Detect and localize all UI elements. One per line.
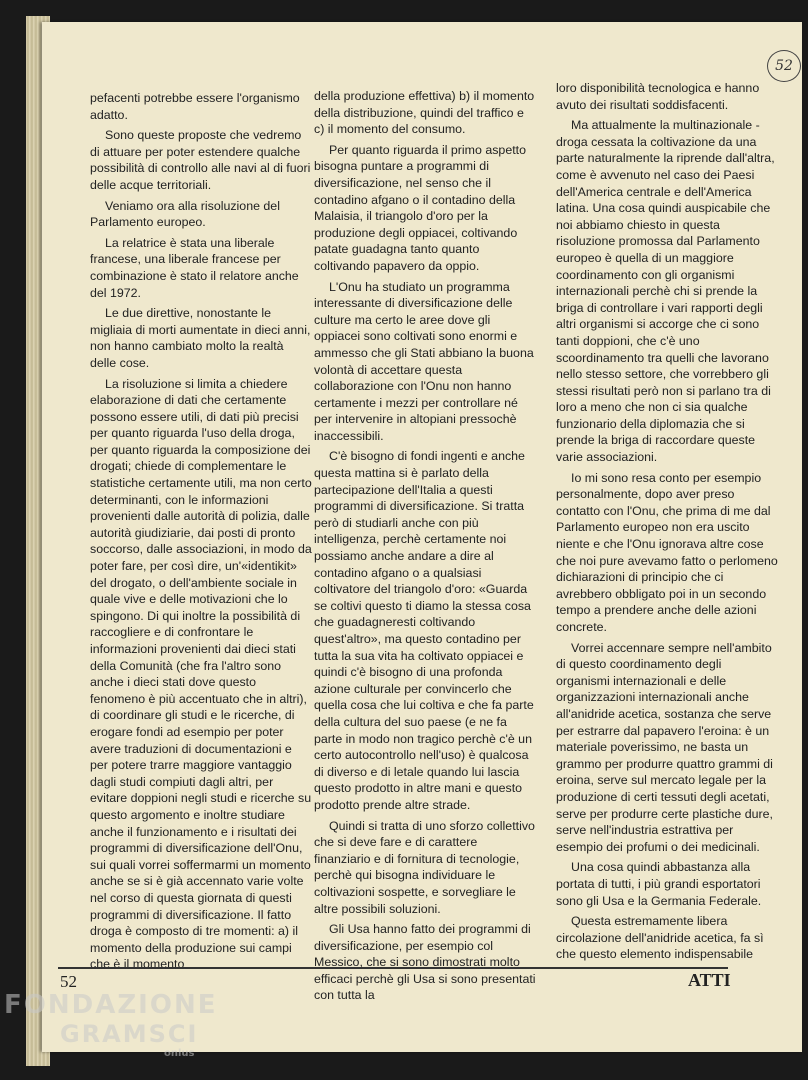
paragraph: La risoluzione si limita a chiedere elaborazione di dati che certamente possono essere utili, di dati più precisi per quanto riguarda l'uso della droga, per quanto riguarda la composizione dei drogati; chiede di complementare le statistiche certamente utili, ma non certo determinanti, con le informazioni provenienti dalle autorità di polizia, dalle autorità giudiziarie, dai posti di pronto soccorso, dalle associazioni, in modo da poter fare, per così dire, un'«identikit» del drogato, o dell'ambiente sociale in quale vive e delle motivazioni che lo spingono. Di qui inoltre la possibilità di raccogliere e di confrontare le informazioni provenienti dai dieci stati della Comunità (che fra l'altro sono anche i dieci stati dove questo fenomeno è più accentuato che in altri), di coordinare gli studi e le ricerche, di erogare fondi ad esempio per poter avere traduzioni di documentazioni e per potere trarre maggiore vantaggio dagli studi compiuti dagli altri, per evitare doppioni negli studi e ricerche su questo argomento e inoltre studiare anche il funzionamento e i risultati dei programmi di diversificazione dell'Onu, sui quali vorrei soffermarmi un momento anche se si è già accennato varie volte nel corso di questa giornata di questi programmi di diversificazione. Il fatto droga è composto di tre momenti: a) il momento della produzione sui campi che è il momento — [90, 376, 312, 972]
paragraph: Le due direttive, nonostante le migliaia di morti aumentate in dieci anni, non hanno cambiato molto la realtà delle cose. — [90, 306, 311, 370]
paragraph: Gli Usa hanno fatto dei programmi di diversificazione, per esempio col Messico, che si sono dimostrati molto efficaci perchè gli Usa si sono presentati con tutta la — [314, 922, 536, 1003]
handwritten-page-number: 52 — [767, 50, 801, 82]
text-column-3 — [556, 80, 778, 967]
paragraph: Sono queste proposte che vedremo di attuare per poter estendere qualche possibilità di controllo alle navi al di fuori delle acque territoriali. — [90, 128, 311, 192]
watermark-line-1: FONDAZIONE — [4, 990, 218, 1020]
paragraph: Questa estremamente libera circolazione dell'anidride acetica, fa sì che questo elemento indispensabile — [556, 914, 764, 962]
footer-rule — [58, 967, 728, 969]
document-page — [42, 22, 802, 1052]
paragraph: Ma attualmente la multinazionale - droga cessata la coltivazione da una parte naturalmente la riprende dall'altra, come è avvenuto nel caso dei Paesi dell'America centrale e dell'America latina. Una cosa quindi auspicabile che noi abbiamo chiesto in questa risoluzione promossa dal Parlamento europeo è quella di un maggiore coordinamento con gli organismi internazionali perchè chi si prende la briga di controllare i vari rapporti degli altri organismi si accorge che ci sono tanti doppioni, che c'è uno scoordinamento tra quelli che lavorano nello stesso settore, che vorrebbero gli stessi risultati però non si parlano tra di loro a meno che non ci sia qualche funzionario della diplomazia che si prende la briga di raccordare queste varie associazioni. — [556, 118, 775, 465]
paragraph: Vorrei accennare sempre nell'ambito di questo coordinamento degli organismi internazionali e delle organizzazioni internazionali anche all'anidride acetica, sostanza che serve per estrarre dal papavero l'eroina: è un materiale poverissimo, ne basta un grammo per produrre quattro grammi di eroina, serve sul mercato legale per la produzione di certi tessuti degli acetati, serve per produrre certe plastiche dure, serve nell'industria estrattiva per esempio dei profumi o dei medicinali. — [556, 640, 773, 854]
paragraph: L'Onu ha studiato un programma interessante di diversificazione delle culture ma certo le aree dove gli oppiacei sono coltivati sono enormi e ammesso che gli Stati abbiano la buona volontà di accettare questa collaborazione con l'Onu non hanno certamente i mezzi per controllare né per intervenire in altopiani pressochè inaccessibili. — [314, 279, 534, 443]
paragraph: C'è bisogno di fondi ingenti e anche questa mattina si è parlato della partecipazione dell'Italia a questi programmi di diversificazione. Si tratta però di studiarli anche con più intelligenza, perchè certamente noi possiamo anche andare a dire al contadino afgano o a qualsiasi coltivatore del triangolo d'oro: «Guarda se coltivi questo ti diamo la stessa cosa che guadagneresti coltivando quest'altro», ma questo contadino per tutta la sua vita ha coltivato oppiacei e quindi c'è bisogno di una profonda azione culturale per convincerlo che quella cosa che lui coltiva e che fa parte della cultura del suo paese (e ne fa parte in modo non tragico perchè c'è un certo autocontrollo nell'uso) è qualcosa di diverso e di letale quando lui lascia questo prodotto in altre mani e questo prodotto prende altre strade. — [314, 449, 534, 812]
paragraph: La relatrice è stata una liberale francese, una liberale francese per combinazione è stato il relatore anche del 1972. — [90, 235, 299, 300]
footer-page-number: 52 — [60, 972, 77, 991]
text-column-2 — [314, 88, 536, 1008]
paragraph: Veniamo ora alla risoluzione del Parlamento europeo. — [90, 198, 280, 230]
paragraph: della produzione effettiva) b) il momento della distribuzione, quindi del traffico e c) il momento del consumo. — [314, 89, 535, 137]
text-column-1 — [90, 90, 312, 977]
paragraph: Quindi si tratta di uno sforzo collettivo che si deve fare e di carattere finanziario e di fornitura di tecnologie, perchè qui bisogna individuare le coltivazioni sospette, e sorvegliare le altre possibili soluzioni. — [314, 818, 535, 916]
paragraph: Io mi sono resa conto per esempio personalmente, dopo aver preso contatto con l'Onu, che prima di me dal Parlamento europeo non era uscito niente e che l'Onu ignorava altre cose che noi pure avevamo fatto o perlomeno dichiarazioni di principio che ci avrebbero obbligato poi in un secondo tempo a prendere anche delle azioni concrete. — [556, 470, 778, 634]
watermark-line-3: onlus — [164, 1048, 195, 1059]
paragraph: Una cosa quindi abbastanza alla portata di tutti, i più grandi esportatori sono gli Usa e la Germania Federale. — [556, 860, 762, 908]
watermark-line-2: GRAMSCI — [60, 1020, 199, 1048]
watermark-logo — [4, 990, 217, 1059]
paragraph: Per quanto riguarda il primo aspetto bisogna puntare a programmi di diversificazione, nel senso che il contadino afgano o il contadino della Malaisia, il triangolo d'oro per la produzione degli oppiacei, coltivando patate guadagna tanto quanto coltivando papavero da oppio. — [314, 142, 526, 273]
paragraph: loro disponibilità tecnologica e hanno avuto dei risultati soddisfacenti. — [556, 81, 760, 112]
footer-journal-title: ATTI — [688, 970, 731, 990]
paragraph: pefacenti potrebbe essere l'organismo adatto. — [90, 91, 300, 122]
